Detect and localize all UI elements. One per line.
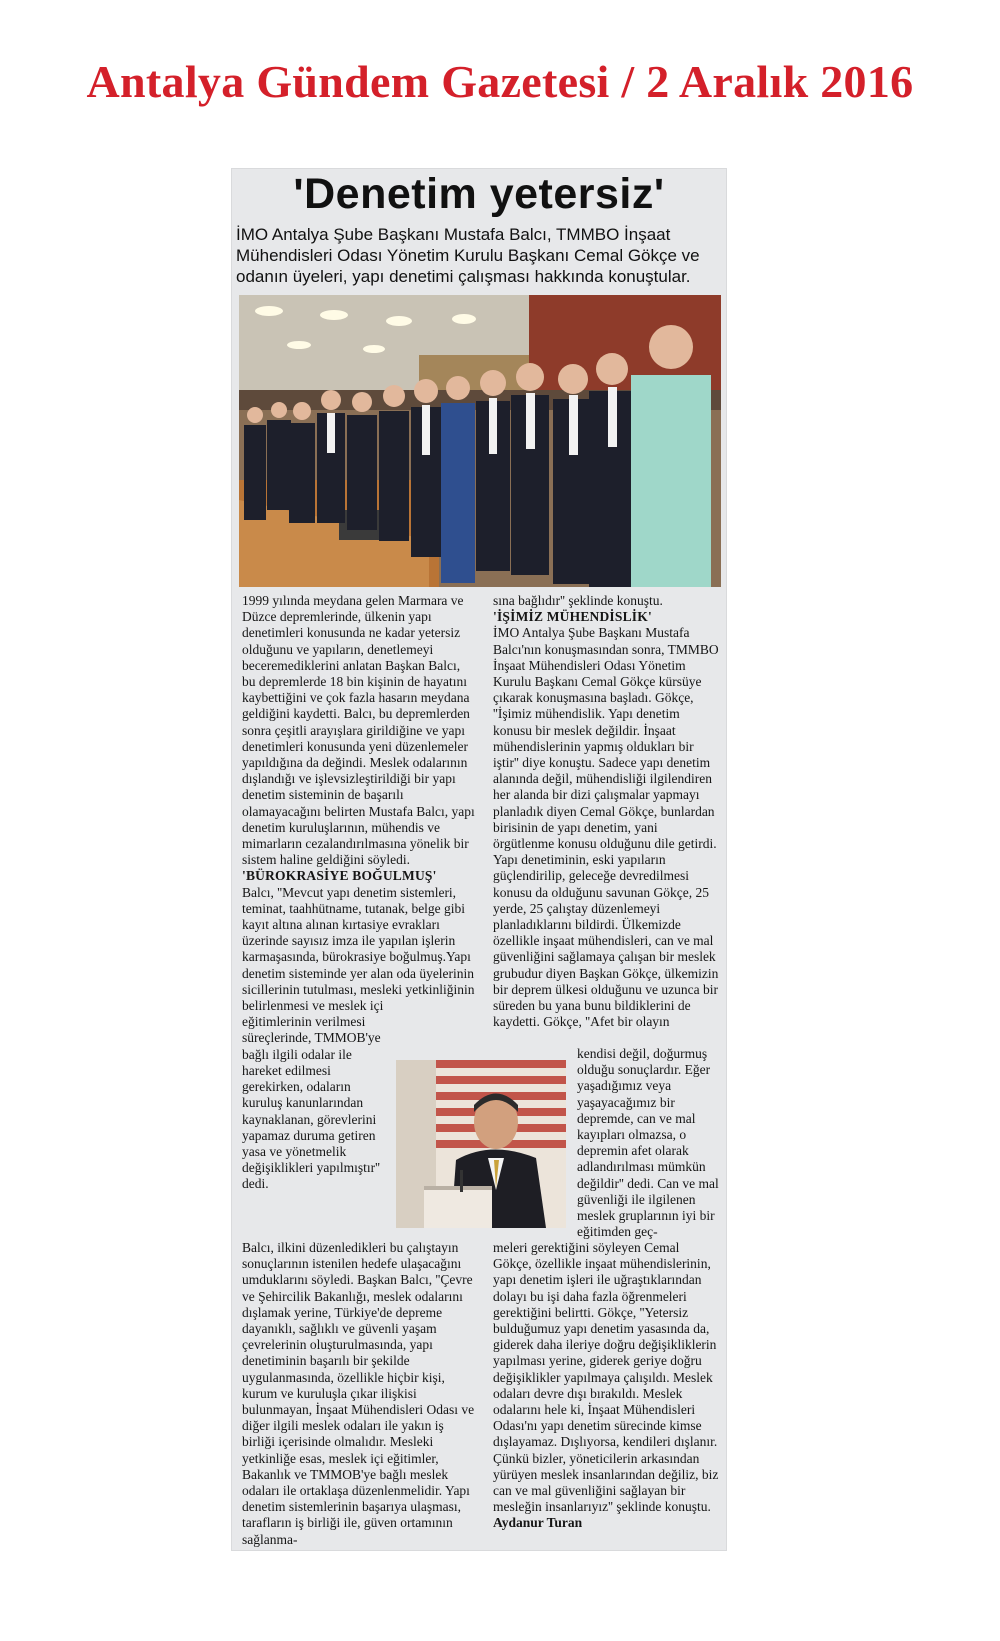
article-headline: 'Denetim yetersiz'	[293, 170, 665, 218]
body-paragraph: Balcı, ilkini düzenledikleri bu çalıştayın sonuçlarının istenilen hedefe ulaşacağını umduklarını söyledi. Başkan Balcı, ''Çevre ve Şehircilik Bakanlığı, meslek odalarını dışlamak yerine, Türkiye'de depreme dayanıklı, sağlıklı ve güvenli yaşam çevrelerinin oluşturulmasında, yapı denetiminin başarılı bir şekilde uygulanmasında, özellikle hiçbir kişi, kurum ve kuruluşla çıkar ilişkisi bulunmayan, İnşaat Mühendisleri Odası ve diğer ilgili meslek odaları ile yakın iş birliği içerisinde olmalıdır. Mesleki yetkinliğe esas, meslek içi eğitimler, Bakanlık ve TMMOB'ye bağlı meslek odaları ile ortaklaşa düzenlenmelidir. Yapı denetim sistemlerinin başarıya ulaşması, tarafların iş birliği ile, güven ortamının sağlanma-	[242, 1240, 475, 1547]
body-paragraph: sına bağlıdır'' şeklinde konuştu.	[493, 593, 663, 608]
subheading-burokrasi: 'BÜROKRASİYE BOĞULMUŞ'	[242, 868, 437, 884]
body-paragraph: İMO Antalya Şube Başkanı Mustafa Balcı'nın konuşmasından sonra, TMMBO İnşaat Mühendisleri Odası Yönetim Kurulu Başkanı Cemal Gökçe kürsüye çıkarak konuşmasına başladı. Gökçe, ''İşimiz mühendislik. Yapı denetim konusu bir meslek değildir. İnşaat mühendislerinin yapmış oldukları bir iştir'' diye konuştu. Sadece yapı denetim alanında değil, mühendisliği ilgilendiren her alanda bir dizi çalışmalar yapmayı planladık diyen Cemal Gökçe, bunlardan birisinin de yapı denetim, yani örgütlenme konusu olduğunu dile getirdi. Yapı denetiminin, eski yapıların güçlendirilip, geleceğe devredilmesi konusu da olduğunu savunan Gökçe, 25 yerde, 25 çalıştay düzenlemeyi planladıklarını bildirdi. Ülkemizde özellikle inşaat mühendisleri, can ve mal güvenliğini sağlamaya çalışan bir meslek grubudur diyen Başkan Gökçe, ülkemizin bir deprem ülkesi olduğunu ve uzunca bir süreden bu yana bunu bildiklerini de kaydetti. Gökçe, ''Afet bir olayın	[493, 625, 719, 1030]
subheading-isimiz: 'İŞİMİZ MÜHENDİSLİK'	[493, 609, 652, 625]
body-paragraph: meleri gerektiğini söyleyen Cemal Gökçe, özellikle inşaat mühendislerinin, yapı denetim işleri ile uğraştıklarından dolayı bu işi daha fazla öğrenmeleri gerektiğini belirtti. Gökçe, ''Yetersiz bulduğumuz yapı denetim yasasında da, giderek daha ileriye doğru değişikliklerin yapılması yerine, giderek geriye doğru değişiklikler yapılmaya çalışıldı. Meslek odaları devre dışı bırakıldı. Meslek odalarını hele ki, İnşaat Mühendisleri Odası'nı yapı denetim sürecinde kimse dışlayamaz. Dışlıyorsa, kendileri dışlanır. Çünkü bizler, yöneticilerin arkasından yürüyen meslek insanlarından değiliz, biz can ve mal güvenliğini sağlayan bir mesleğin insanlarıyız'' şeklinde konuştu.	[493, 1240, 719, 1515]
article-column-left-lower	[242, 1240, 476, 1548]
article-column-right-narrow	[577, 1046, 721, 1240]
article-column-right	[493, 593, 721, 1030]
newspaper-masthead: Antalya Gündem Gazetesi / 2 Aralık 2016	[86, 56, 914, 107]
article-byline: Aydanur Turan	[493, 1515, 583, 1531]
article-column-right-lower	[493, 1240, 721, 1532]
body-paragraph: Balcı, ''Mevcut yapı denetim sistemleri, teminat, taahhütname, tutanak, belge gibi kayıt altına alınan kırtasiye evrakları üzerinde sayısız imza ile yapılan işlerin karmaşasında, bürokrasiye boğulmuş.Yapı denetim sisteminde yer alan oda üyelerinin sicillerinin tutulması, mesleki yetkinliğinin belirlenmesi ve meslek içi	[242, 884, 475, 1014]
body-paragraph: kendisi değil, doğurmuş olduğu sonuçlardır. Eğer yaşadığımız veya yaşayacağımız bir depremde, can ve mal kayıpları olmazsa, o depremin afet olarak adlandırılması mümkün değildir'' dedi. Can ve mal güvenliği ile ilgilenen meslek gruplarının iyi bir eğitimden geç-	[577, 1046, 719, 1240]
body-paragraph: 1999 yılında meydana gelen Marmara ve Düzce depremlerinde, ülkenin yapı denetimleri konusunda ne kadar yetersiz olduğunu ve yapıların, denetlemeyi beceremediklerini anlatan Başkan Balcı, bu depremlerde 18 bin kişinin de hayatını kaybettiğini ve çok fazla hasarın meydana geldiğini kaydetti. Balcı, bu depremlerden sonra çeşitli arayışlara girildiğine ve yapı denetimleri konusunda yeni düzenlemeler yapıldığına da değindi. Meslek odalarının dışlandığı ve işlevsizleştirildiği bir yapı denetim sisteminin de başarılı olamayacağını belirten Mustafa Balcı, yapı denetim kuruluşlarının, mühendis ve mimarların cezalandırılmasına yönelik bir sistem haline geldiğini söyledi.	[242, 593, 475, 868]
audience-photo	[239, 295, 721, 587]
body-paragraph: eğitimlerinin verilmesi süreçlerinde, TMMOB'ye bağlı ilgili odalar ile hareket edilmesi gerekirken, odaların kuruluş kanunlarından kaynaklanan, görevlerini yapamaz duruma getiren yasa ve yönetmelik değişiklikleri yapılmıştır'' dedi.	[242, 1014, 381, 1192]
article-column-left	[242, 593, 476, 1193]
article-spot: İMO Antalya Şube Başkanı Mustafa Balcı, TMMBO İnşaat Mühendisleri Odası Yönetim Kurulu Başkanı Cemal Gökçe ve odanın üyeleri, yapı denetimi çalışması hakkında konuştular.	[236, 225, 700, 286]
